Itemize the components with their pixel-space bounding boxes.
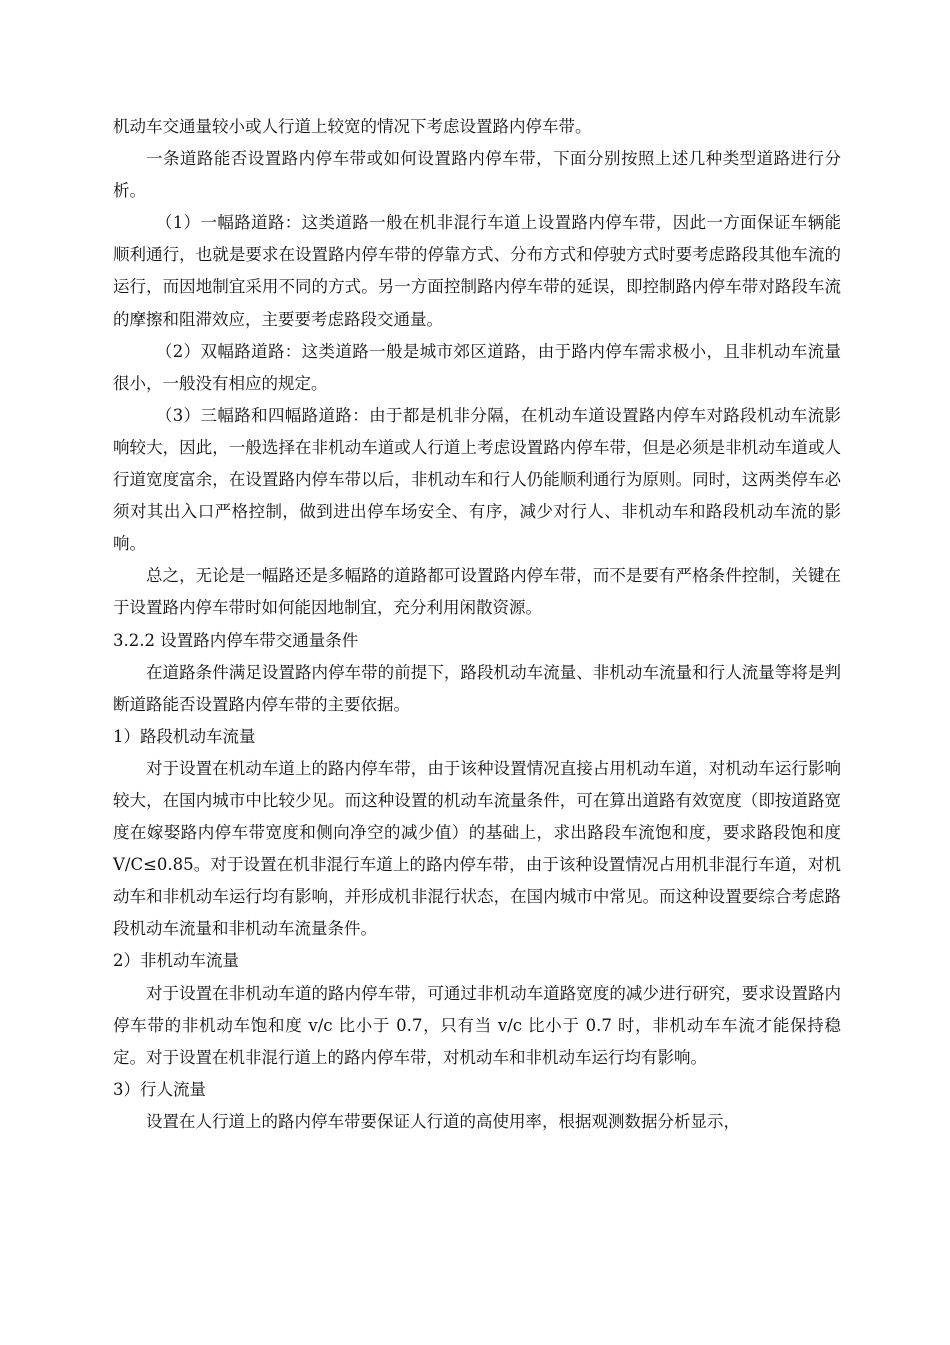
paragraph-continuation: 机动车交通量较小或人行道上较宽的情况下考虑设置路内停车带。 [113, 117, 592, 136]
paragraph-pedestrian-traffic: 设置在人行道上的路内停车带要保证人行道的高使用率，根据观测数据分析显示， [146, 1111, 740, 1131]
paragraph-nonmotor-traffic: 对于设置在非机动车道的路内停车带，可通过非机动车道路宽度的减少进行研究，要求设置路内停车带的非机动车饱和度 v/c 比小于 0.7，只有当 v/c 比小于 0.7 时，非机动车车流才能保持稳定。对于设置在机非混行道上的路内停车带，对机动车和非机动车运行均有影响。 [113, 983, 841, 1067]
subheading-nonmotor-traffic: 2）非机动车流量 [113, 951, 239, 971]
subheading-motor-traffic: 1）路段机动车流量 [113, 726, 256, 746]
paragraph-intro: 一条道路能否设置路内停车带或如何设置路内停车带，下面分别按照上述几种类型道路进行分析。 [113, 149, 841, 201]
paragraph-summary: 总之，无论是一幅路还是多幅路的道路都可设置路内停车带，而不是要有严格条件控制，关键在于设置路内停车带时如何能因地制宜，充分利用闲散资源。 [113, 566, 841, 618]
body-text [113, 111, 841, 1138]
subheading-pedestrian-traffic: 3）行人流量 [113, 1079, 206, 1099]
paragraph-traffic-basis: 在道路条件满足设置路内停车带的前提下，路段机动车流量、非机动车流量和行人流量等将是判断道路能否设置路内停车带的主要依据。 [113, 662, 841, 714]
paragraph-single-road: （1）一幅路道路：这类道路一般在机非混行车道上设置路内停车带，因此一方面保证车辆能顺利通行，也就是要求在设置路内停车带的停靠方式、分布方式和停驶方式时要考虑路段其他车流的运行，而因地制宜采用不同的方式。另一方面控制路内停车带的延误，即控制路内停车带对路段车流的摩擦和阻滞效应，主要要考虑路段交通量。 [113, 213, 841, 329]
paragraph-motor-traffic: 对于设置在机动车道上的路内停车带，由于该种设置情况直接占用机动车道，对机动车运行影响较大，在国内城市中比较少见。而这种设置的机动车流量条件，可在算出道路有效宽度（即按道路宽度在嫁娶路内停车带宽度和侧向净空的减少值）的基础上，求出路段车流饱和度，要求路段饱和度 V/C≤0.85。对于设置在机非混行车道上的路内停车带，由于该种设置情况占用机非混行车道，对机动车和非机动车运行均有影响，并形成机非混行状态，在国内城市中常见。而这种设置要综合考虑路段机动车流量和非机动车流量条件。 [113, 758, 841, 939]
section-heading-3-2-2: 3.2.2 设置路内停车带交通量条件 [113, 630, 359, 650]
paragraph-triple-road: （3）三幅路和四幅路道路：由于都是机非分隔，在机动车道设置路内停车对路段机动车流影响较大，因此，一般选择在非机动车道或人行道上考虑设置路内停车带，但是必须是非机动车道或人行道宽度富余，在设置路内停车带以后，非机动车和行人仍能顺利通行为原则。同时，这两类停车必须对其出入口严格控制，做到进出停车场安全、有序，减少对行人、非机动车和路段机动车流的影响。 [113, 405, 841, 554]
paragraph-double-road: （2）双幅路道路：这类道路一般是城市郊区道路，由于路内停车需求极小，且非机动车流量很小，一般没有相应的规定。 [113, 341, 841, 393]
